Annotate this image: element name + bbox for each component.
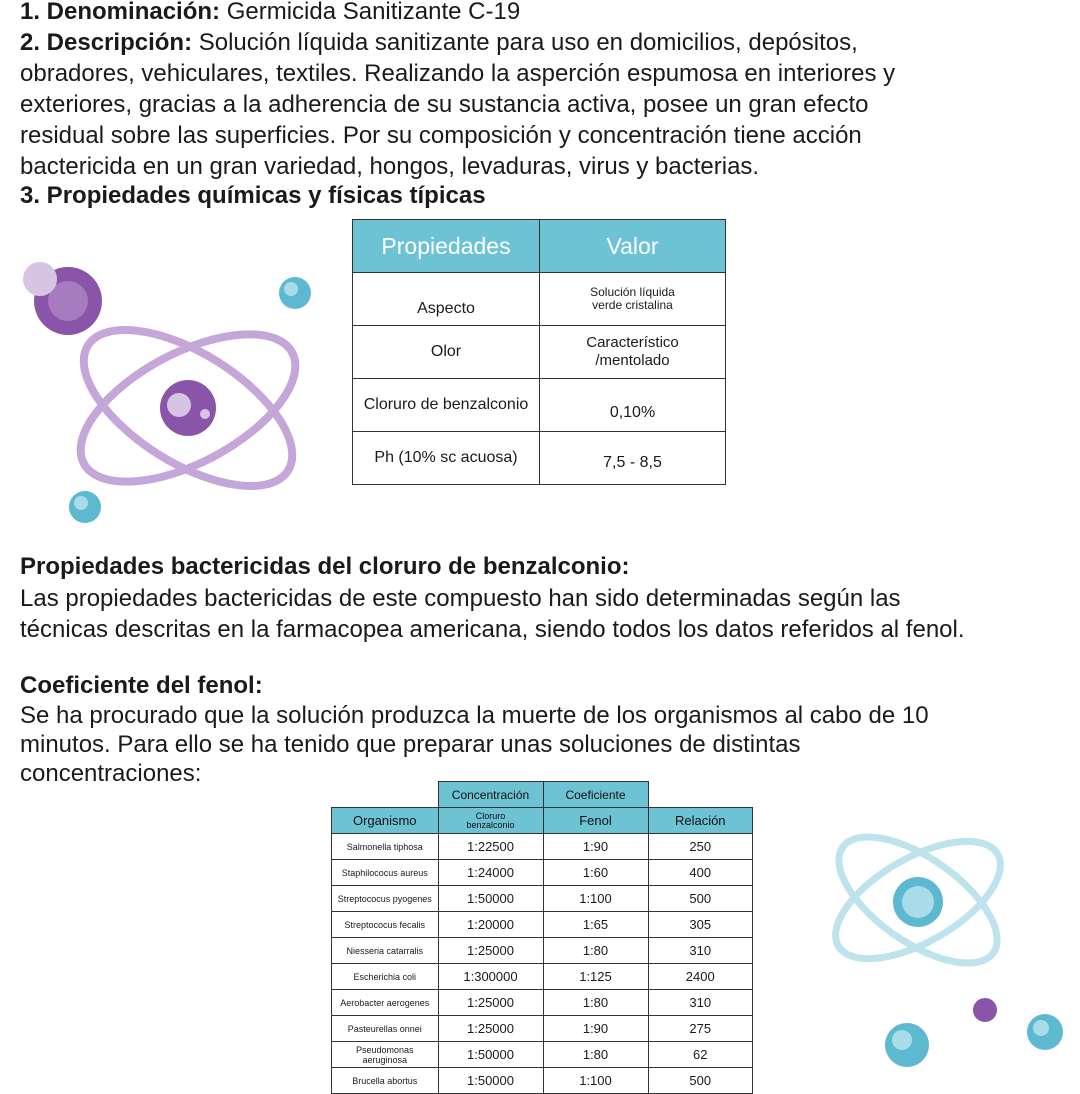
descripcion-text-1: Solución líquida sanitizante para uso en domicilios, depósitos,	[198, 29, 858, 56]
valor-olor-line-1: Característico	[586, 334, 679, 351]
valor-cloruro: 0,10%	[540, 379, 726, 432]
table-row	[332, 964, 753, 990]
relacion-value: 500	[648, 1068, 753, 1094]
descripcion-label: 2. Descripción:	[20, 29, 193, 56]
valor-aspecto-line-2: verde cristalina	[592, 298, 673, 312]
cloruro-value: 1:25000	[438, 1016, 543, 1042]
cloruro-value: 1:50000	[438, 1042, 543, 1068]
fenol-value: 1:125	[543, 964, 648, 990]
col-relacion: Relación	[648, 808, 753, 834]
fenol-value: 1:65	[543, 912, 648, 938]
relacion-value: 500	[648, 886, 753, 912]
fenol-line-1: Se ha procurado que la solución produzca la muerte de los organismos al cabo de 10	[20, 702, 929, 729]
relacion-value: 62	[648, 1042, 753, 1068]
descripcion-line-1	[20, 27, 1070, 58]
fenol-value: 1:100	[543, 886, 648, 912]
organismo: Streptococus fecalis	[332, 912, 439, 938]
descripcion-line-3: exteriores, gracias a la adherencia de su sustancia activa, posee un gran efecto	[20, 91, 869, 118]
organismo: Staphilococus aureus	[332, 860, 439, 886]
organismo-line-1: Pseudomonas	[355, 1044, 414, 1055]
descripcion-line-4: residual sobre las superficies. Por su composición y concentración tiene acción	[20, 122, 862, 149]
valor-olor-line-2: /mentolado	[595, 352, 670, 369]
organismo: Escherichia coli	[332, 964, 439, 990]
relacion-value: 2400	[648, 964, 753, 990]
table-row	[332, 860, 753, 886]
fenol-line-2: minutos. Para ello se ha tenido que preparar unas soluciones de distintas	[20, 731, 801, 758]
fenol-value: 1:90	[543, 1016, 648, 1042]
table-row	[332, 1042, 753, 1068]
relacion-value: 400	[648, 860, 753, 886]
table-row	[353, 326, 726, 379]
table-row	[353, 273, 726, 326]
propiedades-heading: 3. Propiedades químicas y físicas típicas	[20, 182, 486, 209]
cloruro-value: 1:25000	[438, 938, 543, 964]
relacion-value: 275	[648, 1016, 753, 1042]
header-valor: Valor	[540, 220, 726, 273]
cloruro-value: 1:24000	[438, 860, 543, 886]
col-cloruro	[438, 808, 543, 834]
header-propiedades: Propiedades	[353, 220, 540, 273]
col-fenol: Fenol	[543, 808, 648, 834]
atom-icon	[15, 255, 335, 530]
relacion-value: 250	[648, 834, 753, 860]
fenol-value: 1:80	[543, 1042, 648, 1068]
table-row	[332, 912, 753, 938]
valor-olor	[540, 326, 726, 379]
fenol-value: 1:100	[543, 1068, 648, 1094]
relacion-value: 310	[648, 938, 753, 964]
prop-ph: Ph (10% sc acuosa)	[353, 432, 540, 485]
table-row	[332, 990, 753, 1016]
valor-aspecto-line-1: Solución líquida	[590, 285, 675, 299]
prop-aspecto: Aspecto	[353, 273, 540, 326]
col-cloruro-line-2: benzalconio	[466, 819, 515, 830]
bactericidas-line-1: Las propiedades bactericidas de este compuesto han sido determinadas según las	[20, 585, 901, 612]
relacion-value: 310	[648, 990, 753, 1016]
bactericidas-heading: Propiedades bactericidas del cloruro de benzalconio:	[20, 553, 630, 580]
properties-header-row	[353, 220, 726, 273]
table-row	[332, 938, 753, 964]
atom-icon	[815, 800, 1080, 1080]
organismo: Salmonella tiphosa	[332, 834, 439, 860]
fenol-value: 1:60	[543, 860, 648, 886]
group-coeficiente: Coeficiente	[543, 782, 648, 808]
organismo	[332, 1042, 439, 1068]
col-organismo: Organismo	[332, 808, 439, 834]
fenol-value: 1:90	[543, 834, 648, 860]
fenol-value: 1:80	[543, 990, 648, 1016]
organismo: Niesseria catarralis	[332, 938, 439, 964]
descripcion-line-5: bactericida en un gran variedad, hongos, levaduras, virus y bacterias.	[20, 153, 760, 180]
relacion-value: 305	[648, 912, 753, 938]
organismo: Aerobacter aerogenes	[332, 990, 439, 1016]
denominacion-label: 1. Denominación:	[20, 0, 221, 25]
valor-ph: 7,5 - 8,5	[540, 432, 726, 485]
col-cloruro-line-1: Cloruro	[475, 810, 506, 821]
cloruro-value: 1:300000	[438, 964, 543, 990]
table-row	[353, 379, 726, 432]
cloruro-value: 1:20000	[438, 912, 543, 938]
cloruro-value: 1:25000	[438, 990, 543, 1016]
group-header-row	[332, 782, 753, 808]
denominacion-value: Germicida Sanitizante C-19	[226, 0, 521, 25]
table-row	[332, 1016, 753, 1042]
fenol-line-3: concentraciones:	[20, 760, 202, 787]
organismo-line-2: aeruginosa	[362, 1054, 408, 1065]
properties-table	[352, 219, 726, 485]
fenol-heading: Coeficiente del fenol:	[20, 672, 263, 699]
fenol-value: 1:80	[543, 938, 648, 964]
bactericidas-line-2: técnicas descritas en la farmacopea americana, siendo todos los datos referidos al fenol.	[20, 616, 965, 643]
cloruro-value: 1:50000	[438, 886, 543, 912]
organismo: Streptococus pyogenes	[332, 886, 439, 912]
column-header-row	[332, 808, 753, 834]
organisms-table	[331, 781, 753, 1094]
denominacion-line	[20, 0, 1070, 27]
prop-cloruro: Cloruro de benzalconio	[353, 379, 540, 432]
table-row	[353, 432, 726, 485]
descripcion-line-2: obradores, vehiculares, textiles. Realizando la asperción espumosa en interiores y	[20, 60, 896, 87]
cloruro-value: 1:50000	[438, 1068, 543, 1094]
valor-aspecto	[540, 273, 726, 326]
organismo: Pasteurellas onnei	[332, 1016, 439, 1042]
table-row	[332, 886, 753, 912]
organismo: Brucella abortus	[332, 1068, 439, 1094]
table-row	[332, 834, 753, 860]
group-concentracion: Concentración	[438, 782, 543, 808]
table-row	[332, 1068, 753, 1094]
prop-olor: Olor	[353, 326, 540, 379]
cloruro-value: 1:22500	[438, 834, 543, 860]
